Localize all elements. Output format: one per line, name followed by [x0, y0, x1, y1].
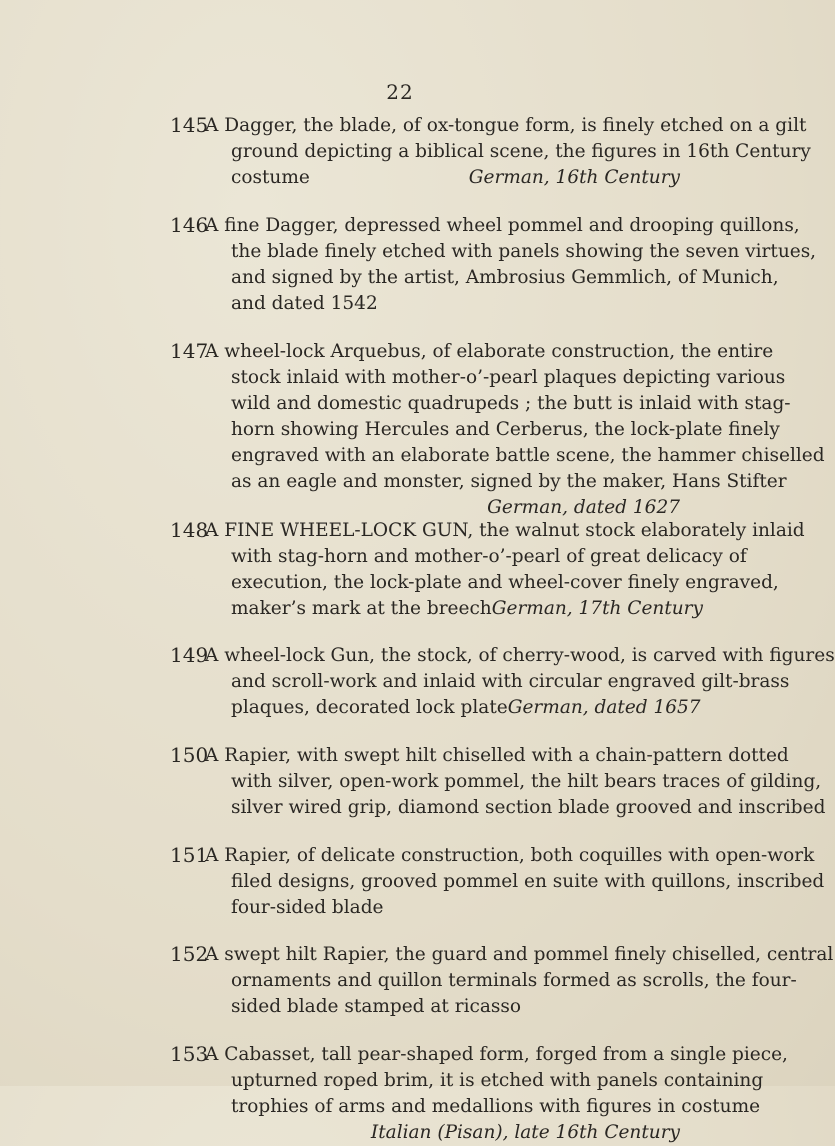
description-line: A fine Dagger, depressed wheel pommel and drooping quillons,	[205, 215, 800, 236]
description-line: the blade finely etched with panels showing the seven virtues,	[231, 241, 817, 262]
lot-description	[205, 518, 805, 622]
lot-number: 145	[170, 113, 209, 137]
lot-number: 153	[170, 1042, 209, 1066]
lot-number: 146	[170, 213, 209, 237]
lot-number: 148	[170, 518, 209, 542]
attribution: German, 17th Century	[491, 598, 703, 619]
lot-number: 150	[170, 743, 209, 767]
description-line: sided blade stamped at ricasso	[231, 996, 522, 1017]
lot-description	[205, 113, 811, 191]
description-line: execution, the lock-plate and wheel-cover finely engraved,	[231, 572, 779, 593]
description-line: A Dagger, the blade, of ox-tongue form, is finely etched on a gilt	[205, 115, 807, 136]
lot-description	[205, 843, 825, 921]
description-line: trophies of arms and medallions with figures in costume	[231, 1096, 761, 1117]
attribution: Italian (Pisan), late 16th Century	[370, 1122, 680, 1143]
description-line: A wheel-lock Gun, the stock, of cherry-wood, is carved with figures	[205, 645, 835, 666]
description-line: A Rapier, with swept hilt chiselled with a chain-pattern dotted	[205, 745, 789, 766]
description-line: ornaments and quillon terminals formed as scrolls, the four-	[231, 970, 797, 991]
attribution: German, dated 1627	[487, 497, 680, 518]
description-line: stock inlaid with mother-o’-pearl plaques depicting various	[231, 367, 786, 388]
description-line: engraved with an elaborate battle scene, the hammer chiselled	[231, 445, 825, 466]
description-line: horn showing Hercules and Cerberus, the lock-plate finely	[231, 419, 780, 440]
lot-number: 149	[170, 643, 209, 667]
description-line: silver wired grip, diamond section blade grooved and inscribed	[231, 797, 826, 818]
description-line: ground depicting a biblical scene, the figures in 16th Century	[231, 141, 811, 162]
description-line: A FINE WHEEL-LOCK GUN, the walnut stock elaborately inlaid	[205, 520, 805, 541]
lot-description	[205, 339, 825, 521]
description-line: with silver, open-work pommel, the hilt bears traces of gilding,	[231, 771, 822, 792]
lot-number: 152	[170, 942, 209, 966]
lot-description	[205, 743, 826, 821]
attribution: German, dated 1657	[507, 697, 701, 718]
description-line: and signed by the artist, Ambrosius Gemmlich, of Munich,	[231, 267, 779, 288]
description-line: A Rapier, of delicate construction, both coquilles with open-work	[205, 845, 815, 866]
description-line: filed designs, grooved pommel en suite with quillons, inscribed	[231, 871, 825, 892]
description-line: A wheel-lock Arquebus, of elaborate construction, the entire	[205, 341, 774, 362]
page-number: 22	[386, 80, 414, 104]
lot-description	[205, 643, 835, 721]
lot-number: 147	[170, 339, 209, 363]
description-line: as an eagle and monster, signed by the maker, Hans Stifter	[231, 471, 787, 492]
description-line: wild and domestic quadrupeds ; the butt is inlaid with stag-	[231, 393, 791, 414]
description-line: and dated 1542	[231, 293, 378, 314]
description-line: maker’s mark at the breech	[231, 598, 492, 619]
description-line: costume	[231, 167, 310, 188]
description-line: and scroll-work and inlaid with circular engraved gilt-brass	[231, 671, 790, 692]
description-line: plaques, decorated lock plate	[231, 697, 508, 718]
lot-description	[205, 942, 834, 1020]
lot-description	[205, 1042, 788, 1143]
description-line: A swept hilt Rapier, the guard and pommel finely chiselled, central	[205, 944, 834, 965]
description-line: four-sided blade	[231, 897, 384, 918]
description-line: with stag-horn and mother-o’-pearl of great delicacy of	[231, 546, 747, 567]
description-line: upturned roped brim, it is etched with panels containing	[231, 1070, 764, 1091]
lot-number: 151	[170, 843, 209, 867]
lot-description	[205, 213, 817, 317]
attribution: German, 16th Century	[468, 167, 680, 188]
description-line: A Cabasset, tall pear-shaped form, forged from a single piece,	[205, 1044, 788, 1065]
